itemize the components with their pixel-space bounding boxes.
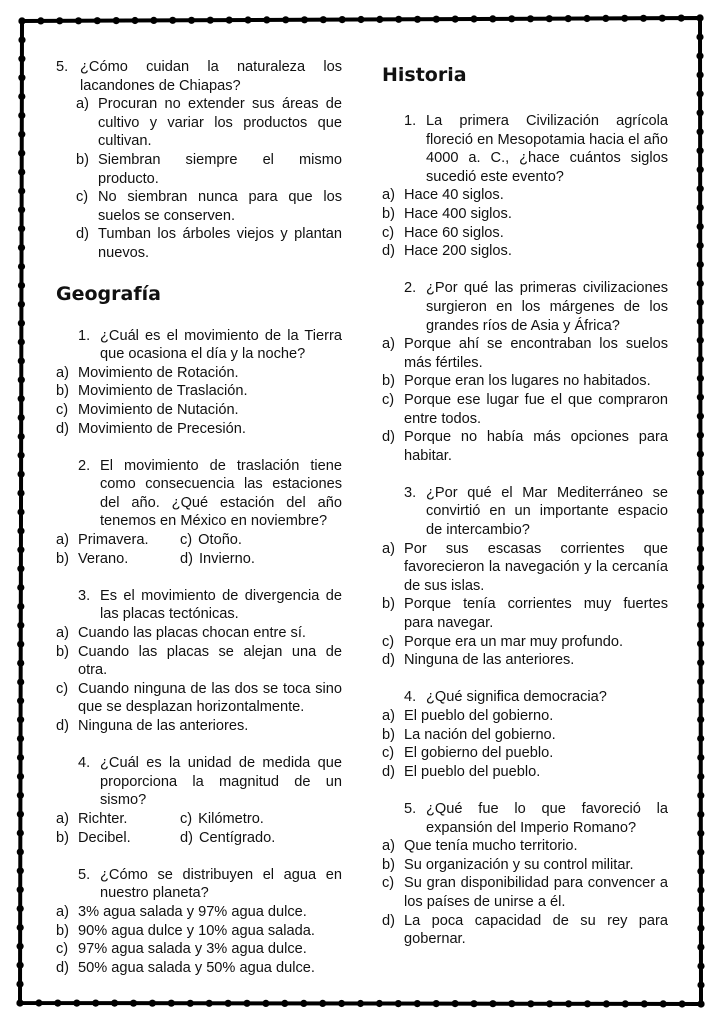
options-list [56,531,342,568]
border-bead [17,490,24,497]
border-bead [697,413,704,420]
border-bead [697,697,704,704]
border-bead [18,301,25,308]
border-bead [18,395,25,402]
question-text: ¿Cómo se distribuyen el agua en nuestro planeta? [100,866,342,902]
option-c: c) Su gran disponibilidad para convencer a los países de unirse a él. [382,875,668,910]
border-bead [18,150,25,157]
option-d: d) 50% agua salada y 50% agua dulce. [56,959,315,976]
border-bead [640,15,647,22]
option-b: b) La nación del gobierno. [382,726,556,743]
border-bead [697,981,704,988]
left-column [56,58,342,977]
option-d: d) Ninguna de las anteriores. [56,718,249,734]
border-bead [18,433,25,440]
border-bead [697,375,704,382]
question-number: 4. [78,755,91,772]
border-bead [281,1000,288,1007]
border-bead [17,660,24,667]
border-bead [697,432,704,439]
border-bead [225,1000,232,1007]
border-bead [697,71,704,78]
border-bead [226,17,233,24]
border-bead [18,187,25,194]
question-text: ¿Cómo cuidan la naturaleza los lacandones de Chiapas? [80,59,342,94]
border-bead [17,622,24,629]
border-bead [697,868,704,875]
question-5 [382,800,668,949]
border-bead [697,830,704,837]
border-bead [621,15,628,22]
border-bead [414,16,421,23]
border-bead [73,1000,80,1007]
option-pair-row: b) Decibel. d) Centígrado. [56,829,276,846]
border-bead [508,15,515,22]
border-bead [697,147,704,154]
border-bead [697,451,704,458]
border-bead [243,1000,250,1007]
border-bead [338,1000,345,1007]
border-bead [433,1000,440,1007]
border-bead [282,16,289,23]
border-bead [697,109,704,116]
border-bead [696,33,703,40]
border-bead [17,905,24,912]
border-bead [17,962,24,969]
border-bead [470,1000,477,1007]
option-b: b) Porque eran los lugares no habitados. [382,373,651,390]
options-list [382,335,668,465]
border-bead [16,999,23,1006]
border-bead [697,925,704,932]
border-bead [17,697,24,704]
border-bead [546,15,553,22]
border-bead [697,773,704,780]
options-list [382,707,668,781]
option-d: d) Movimiento de Precesión. [56,420,246,437]
question-text: ¿Cuál es el movimiento de la Tierra que ocasiona el día y la noche? [100,327,342,363]
border-bead [395,16,402,23]
border-bead [17,565,24,572]
question-5-nature [56,58,342,263]
options-list [382,540,668,670]
border-bead [187,1000,194,1007]
right-column [382,62,668,949]
options-list [56,624,342,736]
border-bead [697,185,704,192]
border-bead [75,17,82,24]
border-bead [697,735,704,742]
border-bead [357,1000,364,1007]
border-bead [679,1000,686,1007]
border-bead [18,17,25,24]
question-text: ¿Por qué las primeras civilizaciones surgieron en los márgenes de los grandes ríos de Asia y África? [426,280,668,334]
options-list [56,810,342,847]
border-bead [696,52,703,59]
question-number: 5. [56,59,69,75]
border-bead [659,15,666,22]
border-bead [697,526,704,533]
border-bead [395,1000,402,1007]
question-text: La primera Civilización agrícola floreció en Mesopotamia hacia el año 4000 a. C., ¿hace cuántos siglos sucedió este evento? [426,113,668,185]
option-b: b) Movimiento de Traslación. [56,383,248,400]
border-bead [17,603,24,610]
border-bead [17,943,24,950]
options-list [56,95,342,262]
border-bead [149,1000,156,1007]
border-bead [18,55,25,62]
option-b: b) Cuando las placas se alejan una de otra. [56,643,342,679]
question-text: ¿Qué significa democracia? [426,689,607,706]
border-bead [206,1000,213,1007]
border-bead [622,1000,629,1007]
border-bead [697,128,704,135]
option-c: c) Porque era un mar muy profundo. [382,633,624,650]
border-bead [130,1000,137,1007]
border-bead [697,754,704,761]
border-bead [319,1000,326,1007]
option-d: d) Ninguna de las anteriores. [382,652,575,669]
border-bead [697,242,704,249]
border-bead [18,74,25,81]
border-bead [697,1000,704,1007]
border-bead [697,602,704,609]
border-bead [508,1000,515,1007]
border-bead [697,223,704,230]
border-bead [697,564,704,571]
question-number: 2. [78,457,91,474]
border-bead [697,318,704,325]
option-a: a) Procuran no extender sus áreas de cultivo y variar los productos que cultivan. [76,96,342,150]
border-bead [18,206,25,213]
border-bead [489,1000,496,1007]
border-bead [452,1000,459,1007]
border-bead [17,754,24,761]
border-bead [697,906,704,913]
border-bead [565,1000,572,1007]
border-bead [17,848,24,855]
border-bead [527,15,534,22]
border-bead [263,16,270,23]
border-bead [17,773,24,780]
border-bead [697,583,704,590]
option-c: c) 97% agua salada y 3% agua dulce. [56,941,307,958]
border-bead [320,16,327,23]
border-bead [697,545,704,552]
option-a: a) Hace 40 siglos. [382,187,504,204]
option-d: d) Tumban los árboles viejos y plantan nuevos. [76,226,342,261]
border-bead [697,337,704,344]
option-a: a) Movimiento de Rotación. [56,364,239,381]
border-bead [470,15,477,22]
border-bead [207,17,214,24]
border-bead [697,90,704,97]
border-bead [414,1000,421,1007]
border-bead [697,792,704,799]
question-number: 3. [78,587,91,604]
options-list [56,364,342,438]
border-bead [18,452,25,459]
border-bead [18,357,25,364]
border-bead [16,981,23,988]
question-1 [56,327,342,439]
border-bead [168,1000,175,1007]
border-bead [697,659,704,666]
border-bead [565,15,572,22]
border-bead [37,17,44,24]
border-bead [17,546,24,553]
border-bead [18,471,25,478]
border-bead [113,17,120,24]
border-bead [244,16,251,23]
option-a: a) Que tenía mucho territorio. [382,838,578,855]
border-bead [17,829,24,836]
border-bead [54,1000,61,1007]
option-pair-row: a) Primavera. c) Otoño. [56,532,242,549]
border-bead [584,1000,591,1007]
question-3 [382,484,668,670]
border-bead [697,356,704,363]
option-b: b) 90% agua dulce y 10% agua salada. [56,922,315,939]
option-d: d) Hace 200 siglos. [382,243,512,260]
border-bead [150,17,157,24]
option-a: a) Porque ahí se encontraban los suelos más fértiles. [382,336,668,371]
border-bead [18,36,25,43]
border-bead [697,166,704,173]
border-bead [697,811,704,818]
question-number: 2. [404,280,417,297]
border-bead [697,849,704,856]
section-title-geografia: Geografía [56,282,161,305]
question-3 [56,587,342,736]
question-text: ¿Cuál es la unidad de medida que proporciona la magnitud de un sismo? [100,755,342,809]
option-d: d) La poca capacidad de su rey para gobernar. [382,912,668,948]
border-bead [18,93,25,100]
border-bead [17,508,24,515]
section-title-historia: Historia [382,64,467,86]
border-bead [697,261,704,268]
option-a: a) 3% agua salada y 97% agua dulce. [56,903,307,920]
border-bead [697,280,704,287]
border-bead [697,394,704,401]
border-bead [17,735,24,742]
border-bead [18,376,25,383]
border-bead [678,15,685,22]
border-bead [602,15,609,22]
question-5 [56,866,342,978]
border-bead [18,244,25,251]
option-a: a) El pueblo del gobierno. [382,708,554,724]
question-number: 4. [404,689,417,706]
border-bead [111,1000,118,1007]
border-bead [583,15,590,22]
border-bead [18,338,25,345]
option-c: c) Movimiento de Nutación. [56,401,239,418]
question-text: Es el movimiento de divergencia de las placas tectónicas. [100,587,342,623]
border-bead [697,299,704,306]
question-1 [382,112,668,261]
border-bead [18,131,25,138]
border-bead [697,716,704,723]
option-b: b) Su organización y su control militar. [382,856,634,873]
option-d: d) El pueblo del pueblo. [382,763,541,780]
options-list [382,186,668,260]
border-bead [660,1000,667,1007]
border-bead [301,16,308,23]
border-bead [376,1000,383,1007]
question-text: ¿Qué fue lo que favoreció la expansión del Imperio Romano? [426,800,668,836]
question-2 [56,457,342,569]
border-bead [603,1000,610,1007]
option-b: b) Porque tenía corrientes muy fuertes para navegar. [382,596,668,632]
border-bead [17,527,24,534]
border-bead [697,507,704,514]
geografia-questions [56,327,342,978]
option-c: c) Porque ese lugar fue el que compraron entre todos. [382,391,668,427]
options-list [382,837,668,949]
border-bead [17,641,24,648]
border-bead [169,17,176,24]
border-bead [18,169,25,176]
option-c: c) No siembran nunca para que los suelos se conserven. [76,189,342,224]
border-bead [433,16,440,23]
border-bead [452,16,459,23]
border-bead [56,17,63,24]
border-bead [697,470,704,477]
border-bead [17,678,24,685]
border-bead [17,867,24,874]
border-bead [376,16,383,23]
border-bead [18,282,25,289]
question-4 [56,754,342,847]
border-bead [697,640,704,647]
option-b: b) Siembran siempre el mismo producto. [76,151,342,187]
question-text: El movimiento de traslación tiene como consecuencia las estaciones del año. ¿Qué estación del año tenemos en México en noviembre? [100,457,342,530]
border-bead [35,999,42,1006]
options-list [56,903,342,977]
question-2 [382,279,668,465]
question-4 [382,688,668,781]
option-pair-row: a) Richter. c) Kilómetro. [56,810,264,827]
border-bead [18,225,25,232]
border-bead [339,16,346,23]
option-a: a) Por sus escasas corrientes que favorecieron la navegación y la cercanía de sus islas. [382,540,668,594]
border-bead [18,320,25,327]
border-bead [18,112,25,119]
border-bead [697,963,704,970]
question-number: 3. [404,484,417,501]
border-bead [489,15,496,22]
historia-questions [382,106,668,949]
option-a: a) Cuando las placas chocan entre sí. [56,625,306,642]
border-bead [697,678,704,685]
border-bead [357,16,364,23]
border-bead [17,584,24,591]
option-d: d) Porque no había más opciones para habitar. [382,429,668,464]
border-bead [697,488,704,495]
border-bead [697,944,704,951]
option-pair-row: b) Verano. d) Invierno. [56,550,255,567]
border-bead [188,17,195,24]
option-c: c) Cuando ninguna de las dos se toca sino que se desplazan horizontalmente. [56,680,342,716]
border-bead [17,924,24,931]
border-bead [94,17,101,24]
border-bead [546,1000,553,1007]
border-bead [131,17,138,24]
border-bead [697,887,704,894]
question-number: 1. [404,113,417,129]
question-number: 5. [404,800,417,817]
border-bead [17,886,24,893]
border-bead [18,263,25,270]
option-b: b) Hace 400 siglos. [382,205,512,222]
border-bead [300,1000,307,1007]
border-bead [696,14,703,21]
border-bead [18,414,25,421]
border-bead [17,792,24,799]
question-number: 1. [78,327,91,344]
border-bead [641,1000,648,1007]
question-number: 5. [78,866,91,883]
border-bead [92,1000,99,1007]
question-text: ¿Por qué el Mar Mediterráneo se convirtió en un importante espacio de intercambio? [426,484,668,539]
border-bead [17,811,24,818]
border-bead [697,204,704,211]
option-c: c) El gobierno del pueblo. [382,745,554,762]
border-bead [17,716,24,723]
border-bead [262,1000,269,1007]
border-bead [527,1000,534,1007]
border-bead [697,621,704,628]
option-c: c) Hace 60 siglos. [382,224,504,241]
